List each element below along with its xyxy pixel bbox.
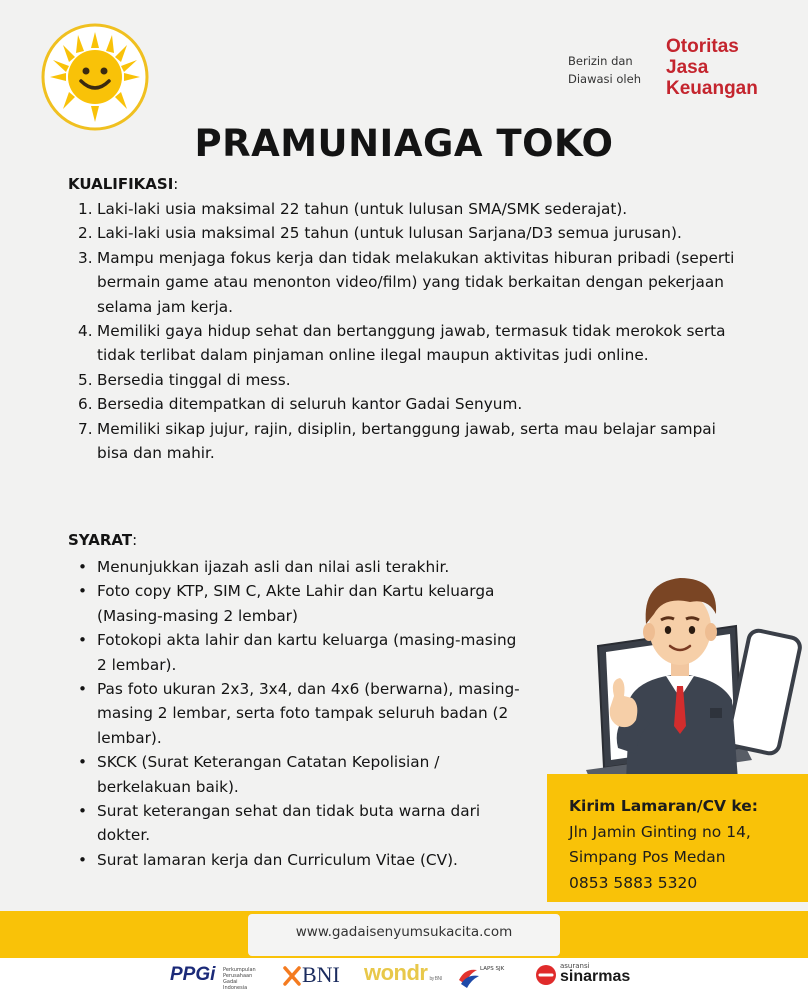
ojk-prefix [568, 52, 641, 88]
bni-logo: BNI [302, 962, 340, 987]
item-text: Surat lamaran kerja dan Curriculum Vitae (CV). [97, 850, 458, 869]
item-text: Pas foto ukuran 2x3, 3x4, dan 4x6 (berwarna), masing-masing 2 lembar, serta foto tampak seluruh badan (2 lembar). [97, 680, 520, 747]
ojk-logo [666, 36, 758, 99]
item-text: Laki-laki usia maksimal 22 tahun (untuk lulusan SMA/SMK sederajat). [97, 200, 628, 218]
item-text: Mampu menjaga fokus kerja dan tidak melakukan aktivitas hiburan pribadi (seperti bermain game atau menonton video/film) yang tidak berkaitan dengan pekerjaan selama jam kerja. [97, 248, 735, 316]
item-number: 3. [78, 248, 93, 267]
list-item [76, 750, 526, 799]
list-item [76, 799, 526, 848]
item-text: Bersedia tinggal di mess. [97, 370, 291, 389]
item-number: 2. [78, 224, 93, 243]
list-item [78, 197, 748, 221]
item-text: Bersedia ditempatkan di seluruh kantor Gadai Senyum. [97, 395, 523, 414]
page-title: PRAMUNIAGA TOKO [194, 122, 614, 165]
website-link[interactable]: www.gadaisenyumsukacita.com [295, 924, 513, 940]
bni-mark-icon [283, 966, 301, 986]
wondr-text: wondr [364, 960, 428, 985]
kualifikasi-list [78, 197, 748, 465]
company-logo [30, 22, 160, 132]
item-text: Memiliki gaya hidup sehat dan bertanggung jawab, termasuk tidak merokok serta tidak terlibat dalam pinjaman online ilegal maupun aktivitas judi online. [97, 322, 726, 365]
kualifikasi-heading-text: KUALIFIKASI [68, 175, 174, 193]
list-item [76, 677, 526, 750]
sinarmas-logo: sinarmas [560, 968, 631, 985]
item-number: 6. [78, 395, 93, 414]
wondr-logo [364, 960, 442, 986]
bullet-icon: • [78, 631, 88, 650]
item-text: Surat keterangan sehat dan tidak buta warna dari dokter. [97, 802, 481, 845]
item-number: 1. [78, 200, 93, 218]
contact-phone[interactable]: 0853 5883 5320 [569, 873, 698, 892]
syarat-heading-text: SYARAT [68, 531, 133, 549]
ojk-name-line1: Otoritas [666, 36, 739, 57]
ojk-name-line2: Jasa [666, 57, 709, 78]
bullet-icon: • [78, 680, 88, 699]
ppgi-logo: PPGi [170, 964, 216, 985]
item-text: Foto copy KTP, SIM C, Akte Lahir dan Kartu keluarga (Masing-masing 2 lembar) [97, 582, 495, 625]
item-text: Fotokopi akta lahir dan kartu keluarga (masing-masing 2 lembar). [97, 631, 517, 674]
list-item [78, 221, 748, 245]
bullet-icon: • [78, 753, 88, 772]
ojk-prefix-line1: Berizin dan [568, 54, 633, 68]
list-item [78, 368, 748, 392]
syarat-heading: SYARAT: [68, 531, 138, 549]
bullet-icon: • [78, 558, 88, 576]
ojk-prefix-line2: Diawasi oleh [568, 72, 641, 86]
wondr-subtitle: by BNI [429, 976, 442, 982]
item-text: SKCK (Surat Keterangan Catatan Kepolisian / berkelakuan baik). [97, 753, 440, 796]
contact-heading: Kirim Lamaran/CV ke: [569, 797, 758, 815]
bullet-icon: • [78, 582, 88, 601]
sinarmas-icon [535, 964, 557, 986]
list-item [78, 319, 748, 368]
item-number: 5. [78, 370, 93, 389]
item-text: Memiliki sikap jujur, rajin, disiplin, bertanggung jawab, serta mau belajar sampai bisa dan mahir. [97, 419, 716, 463]
sinarmas-subtitle: asuransi [560, 962, 590, 970]
item-text: Laki-laki usia maksimal 25 tahun (untuk lulusan Sarjana/D3 semua jurusan). [97, 224, 682, 243]
list-item [76, 579, 526, 628]
list-item [78, 392, 748, 416]
item-text: Menunjukkan ijazah asli dan nilai asli terakhir. [97, 558, 450, 576]
ppgi-subtitle: Perkumpulan Perusahaan Gadai Indonesia [223, 967, 256, 991]
list-item [76, 628, 526, 677]
ojk-name-line3: Keuangan [666, 78, 758, 99]
laps-sjk-text: LAPS SJK [480, 966, 505, 972]
list-item [78, 246, 748, 319]
bullet-icon: • [78, 802, 88, 821]
list-item [78, 417, 748, 466]
businessman-illustration [540, 548, 808, 808]
contact-address-line1: Jln Jamin Ginting no 14, [569, 822, 751, 841]
item-number: 7. [78, 419, 93, 438]
syarat-list [76, 555, 526, 872]
contact-address-line2: Simpang Pos Medan [569, 848, 726, 866]
item-number: 4. [78, 322, 93, 341]
list-item [76, 555, 526, 579]
bullet-icon: • [78, 850, 88, 869]
contact-box [547, 774, 808, 902]
list-item [76, 848, 526, 872]
kualifikasi-heading: KUALIFIKASI: [68, 175, 179, 193]
